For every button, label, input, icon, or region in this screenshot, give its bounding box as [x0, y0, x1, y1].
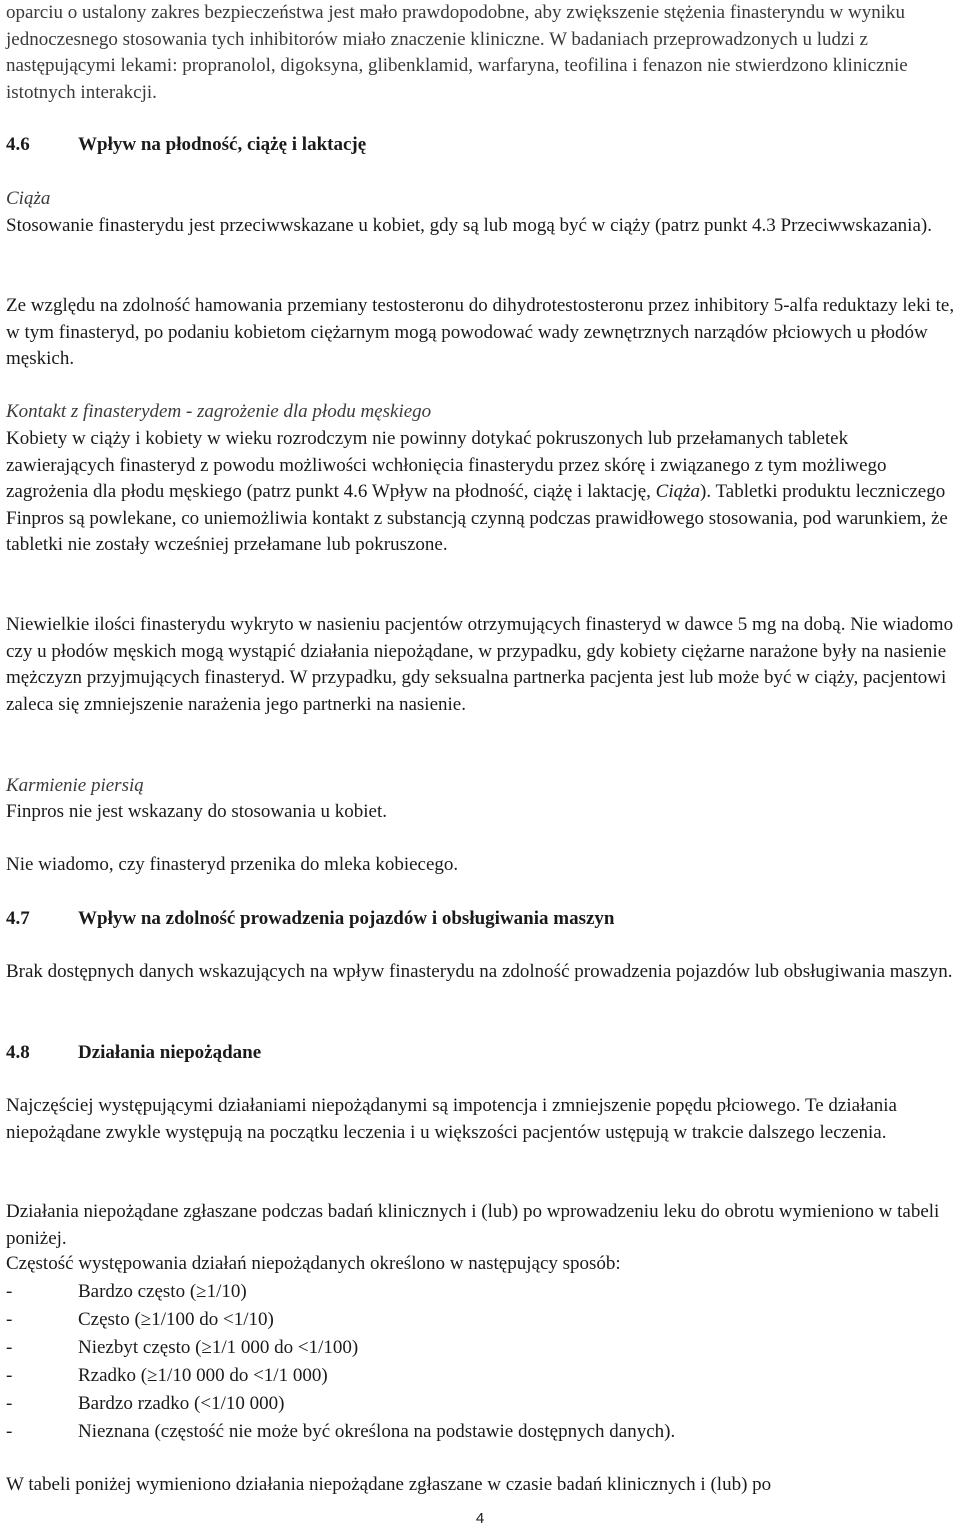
kontakt-text-italic: Ciąża: [655, 481, 701, 502]
intro-paragraph: oparciu o ustalony zakres bezpieczeństwa jest mało prawdopodobne, aby zwiększenie stężenia finasteryndu w wyniku jednoczesnego stosowania tych inhibitorów miało znaczenie kliniczne. W badaniach przeprowadzonych u ludzi z następującymi lekami: propranolol, digoksyna, glibenklamid, warfaryna, teofilina i fenazon nie stwierdzono klinicznie istotnych interakcji.: [6, 2, 908, 103]
section-heading-4-8: [6, 1040, 956, 1067]
section-4-7-paragraph: Brak dostępnych danych wskazujących na wpływ finasterydu na zdolność prowadzenia pojazdów lub obsługiwania maszyn.: [6, 961, 953, 982]
frequency-list: [6, 1278, 956, 1446]
list-item: - Bardzo rzadko (<1/10 000): [6, 1393, 285, 1414]
section-heading-4-6: [6, 132, 956, 159]
subheading-kontakt: Kontakt z finasterydem - zagrożenie dla płodu męskiego: [6, 401, 432, 422]
section-heading-4-7: [6, 906, 956, 933]
nasienie-paragraph: Niewielkie ilości finasterydu wykryto w nasieniu pacjentów otrzymujących finasteryd w dawce 5 mg na dobą. Nie wiadomo czy u płodów męskich mogą wystąpić działania niepożądane, w przypadku, gdy kobiety ciężarne narażone były na nasienie mężczyzn przyjmujących finasteryd. W przypadku, gdy seksualna partnerka pacjenta jest lub może być w ciąży, pacjentowi zaleca się zmniejszenie narażenia jego partnerki na nasienie.: [6, 614, 954, 715]
section-title: Działania niepożądane: [78, 1042, 262, 1063]
karmienie-paragraph-1: Finpros nie jest wskazany do stosowania u kobiet.: [6, 801, 388, 822]
kontakt-text-end: ). Tabletki produktu leczniczego Finpros są powlekane, co uniemożliwia kontakt z substancją czynną podczas prawidłowego stosowania, pod warunkiem, że tabletki nie zostały wcześniej przełamane lub pokruszone.: [6, 481, 948, 555]
list-item: - Bardzo często (≥1/10): [6, 1281, 247, 1302]
section-number: 4.6: [6, 134, 30, 155]
subheading-ciaza: Ciąża: [6, 188, 51, 209]
section-number: 4.7: [6, 908, 30, 929]
list-item: - Nieznana (częstość nie może być określona na podstawie dostępnych danych).: [6, 1421, 676, 1442]
list-item: - Niezbyt często (≥1/1 000 do <1/100): [6, 1337, 359, 1358]
list-item: - Często (≥1/100 do <1/10): [6, 1309, 274, 1330]
kontakt-paragraph: [6, 426, 956, 559]
section-title: Wpływ na zdolność prowadzenia pojazdów i obsługiwania maszyn: [78, 908, 615, 929]
section-4-8-paragraph-1: Najczęściej występującymi działaniami niepożądanymi są impotencja i zmniejszenie popędu płciowego. Te działania niepożądane zwykle występują na początku leczenia i u większości pacjentów ustępują w trakcie dalszego leczenia.: [6, 1095, 897, 1143]
section-4-8-paragraph-3: Częstość występowania działań niepożądanych określono w następujący sposób:: [6, 1253, 621, 1274]
section-number: 4.8: [6, 1042, 30, 1063]
subheading-karmienie: Karmienie piersią: [6, 775, 144, 796]
section-4-8-paragraph-4: W tabeli poniżej wymieniono działania niepożądane zgłaszane w czasie badań klinicznych i (lub) po: [6, 1474, 772, 1495]
section-title: Wpływ na płodność, ciążę i laktację: [78, 134, 367, 155]
kontakt-text-start: Kobiety w ciąży i kobiety w wieku rozrodczym nie powinny dotykać pokruszonych lub przełamanych tabletek zawierających finasteryd z powodu możliwości wchłonięcia finasterydu przez skórę i związanego z tym możliwego zagrożenia dla płodu męskiego (patrz punkt 4.6 Wpływ na płodność, ciążę i laktację,: [6, 428, 887, 502]
list-item: - Rzadko (≥1/10 000 do <1/1 000): [6, 1365, 328, 1386]
page-number: 4: [475, 1510, 485, 1527]
karmienie-paragraph-2: Nie wiadomo, czy finasteryd przenika do mleka kobiecego.: [6, 854, 459, 875]
section-4-8-paragraph-2: Działania niepożądane zgłaszane podczas badań klinicznych i (lub) po wprowadzeniu leku do obrotu wymieniono w tabeli poniżej.: [6, 1201, 940, 1249]
ciaza-paragraph-1: Stosowanie finasterydu jest przeciwwskazane u kobiet, gdy są lub mogą być w ciąży (patrz punkt 4.3 Przeciwwskazania).: [6, 215, 932, 236]
ciaza-paragraph-2: Ze względu na zdolność hamowania przemiany testosteronu do dihydrotestosteronu przez inhibitory 5-alfa reduktazy leki te, w tym finasteryd, po podaniu kobietom ciężarnym mogą powodować wady zewnętrznych narządów płciowych u płodów męskich.: [6, 295, 955, 369]
